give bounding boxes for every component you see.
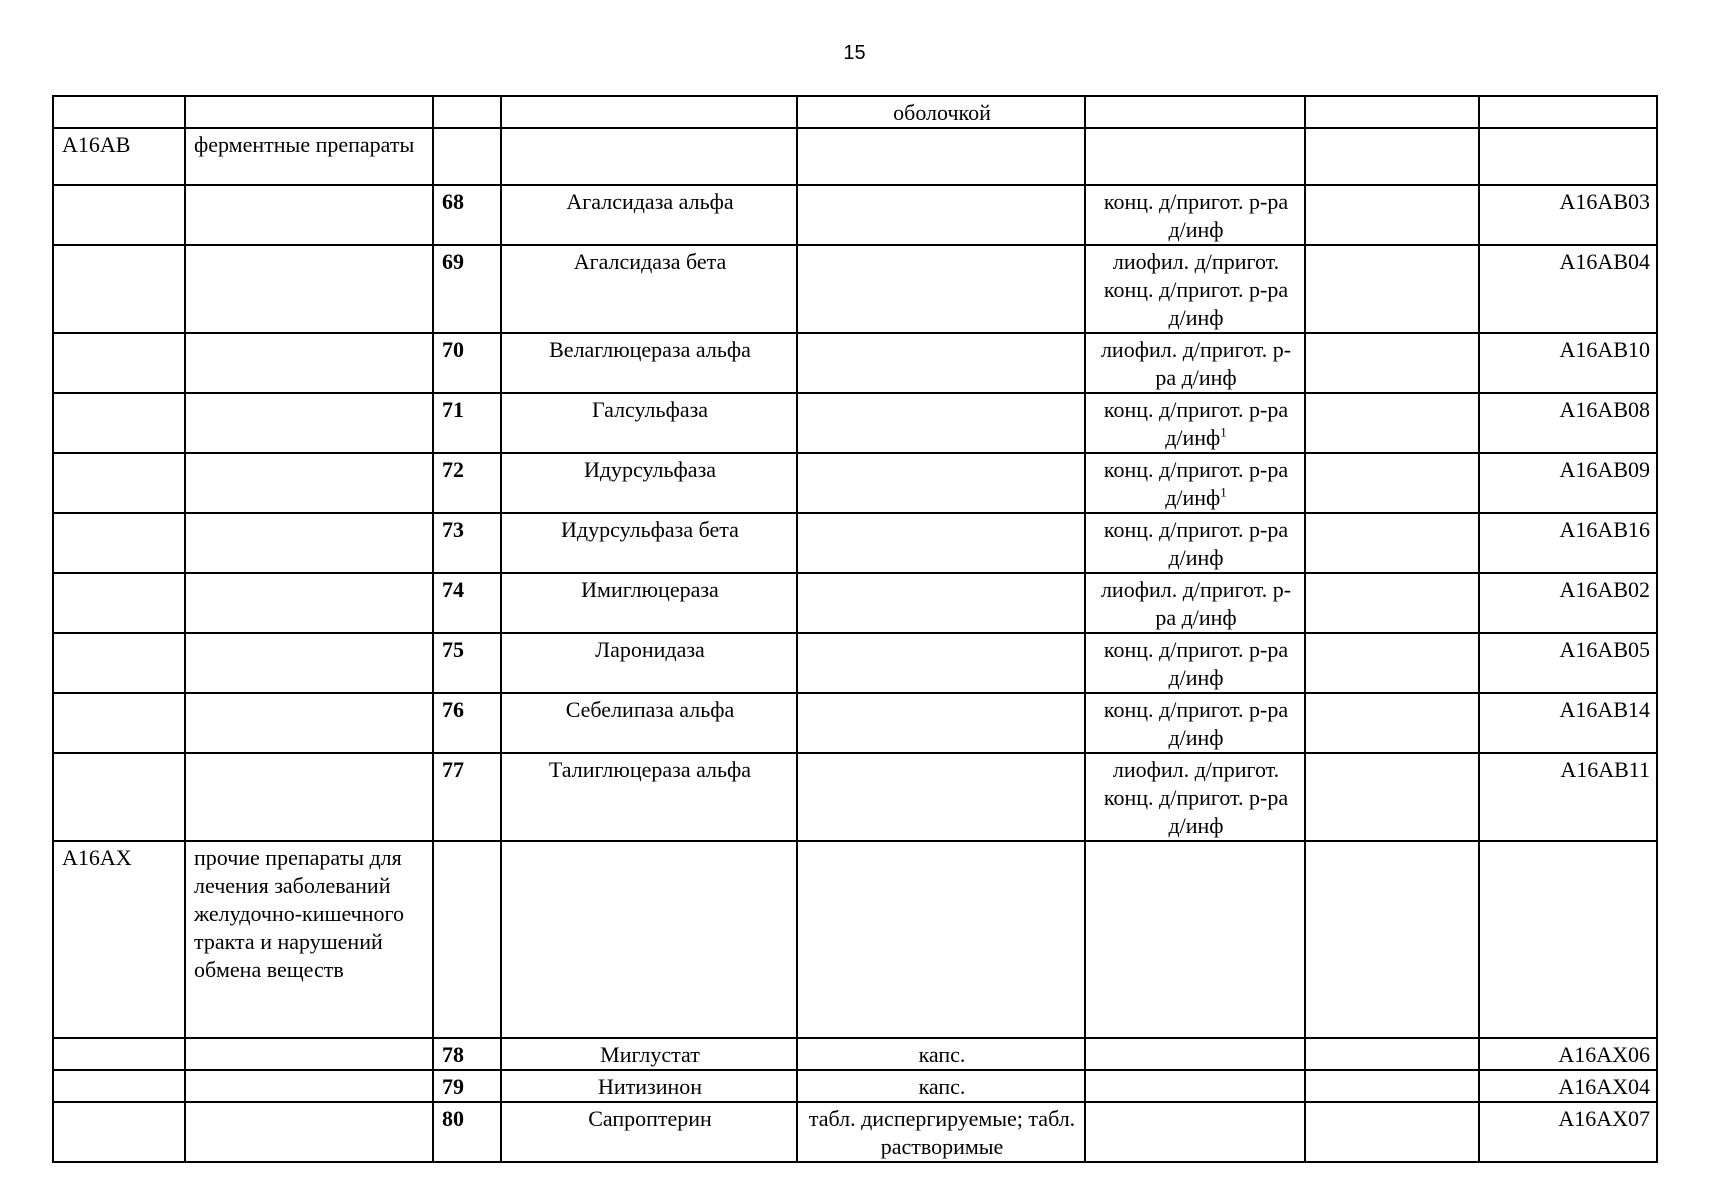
group-row xyxy=(53,841,1657,1038)
drug-name: Идурсульфаза бета xyxy=(501,513,797,573)
dosage-form-2: лиофил. д/пригот. конц. д/пригот. р-ра д/инф xyxy=(1085,753,1305,841)
row-number: 74 xyxy=(433,573,501,633)
atc-code: A16AX06 xyxy=(1479,1038,1657,1070)
table-row xyxy=(53,1102,1657,1162)
dosage-form-2: лиофил. д/пригот. конц. д/пригот. р-ра д/инф xyxy=(1085,245,1305,333)
dosage-form xyxy=(797,633,1085,693)
atc-code: A16AB05 xyxy=(1479,633,1657,693)
table-row xyxy=(53,185,1657,245)
row-number: 78 xyxy=(433,1038,501,1070)
atc-code: A16AX07 xyxy=(1479,1102,1657,1162)
table-row xyxy=(53,1038,1657,1070)
row-number: 75 xyxy=(433,633,501,693)
drug-name: Сапроптерин xyxy=(501,1102,797,1162)
drug-name: Нитизинон xyxy=(501,1070,797,1102)
table-row xyxy=(53,96,1657,128)
group-row xyxy=(53,128,1657,185)
table-row xyxy=(53,513,1657,573)
group-code: A16AB xyxy=(53,128,185,185)
dosage-form xyxy=(797,513,1085,573)
dosage-form: капс. xyxy=(797,1038,1085,1070)
drug-name: Агалсидаза альфа xyxy=(501,185,797,245)
drug-name: Миглустат xyxy=(501,1038,797,1070)
atc-code: A16AB14 xyxy=(1479,693,1657,753)
group-name: ферментные препараты xyxy=(185,128,433,185)
table-row xyxy=(53,245,1657,333)
drug-name: Велаглюцераза альфа xyxy=(501,333,797,393)
row-number: 69 xyxy=(433,245,501,333)
dosage-form-2: лиофил. д/пригот. р-ра д/инф xyxy=(1085,573,1305,633)
table-row xyxy=(53,333,1657,393)
atc-code: A16AB04 xyxy=(1479,245,1657,333)
dosage-form-2 xyxy=(1085,1070,1305,1102)
row-number: 73 xyxy=(433,513,501,573)
row-number: 79 xyxy=(433,1070,501,1102)
dosage-form: капс. xyxy=(797,1070,1085,1102)
dosage-form-2 xyxy=(1085,393,1305,453)
dosage-form xyxy=(797,245,1085,333)
dosage-form-2: конц. д/пригот. р-ра д/инф xyxy=(1085,633,1305,693)
page-number: 15 xyxy=(843,42,866,64)
table-row xyxy=(53,753,1657,841)
dosage-form xyxy=(797,393,1085,453)
row-number: 72 xyxy=(433,453,501,513)
table-row xyxy=(53,573,1657,633)
dosage-form xyxy=(797,573,1085,633)
dosage-form-2: конц. д/пригот. р-ра д/инф xyxy=(1085,693,1305,753)
group-name: прочие препараты для лечения заболеваний желудочно-кишечного тракта и нарушений обмена веществ xyxy=(185,841,433,1038)
form-cell: оболочкой xyxy=(797,96,1085,128)
row-number: 68 xyxy=(433,185,501,245)
dosage-form-text: конц. д/пригот. р-ра д/инф xyxy=(1103,397,1289,450)
dosage-form xyxy=(797,453,1085,513)
dosage-form xyxy=(797,333,1085,393)
dosage-form-2: лиофил. д/пригот. р-ра д/инф xyxy=(1085,333,1305,393)
drug-name: Ларонидаза xyxy=(501,633,797,693)
footnote-marker: 1 xyxy=(1220,424,1227,440)
drug-name: Агалсидаза бета xyxy=(501,245,797,333)
dosage-form-text: конц. д/пригот. р-ра д/инф xyxy=(1103,457,1289,510)
dosage-form: табл. диспергируемые; табл. растворимые xyxy=(797,1102,1085,1162)
dosage-form-2 xyxy=(1085,1038,1305,1070)
atc-code: A16AB16 xyxy=(1479,513,1657,573)
dosage-form xyxy=(797,693,1085,753)
drug-name: Имиглюцераза xyxy=(501,573,797,633)
atc-code: A16AB02 xyxy=(1479,573,1657,633)
drug-table xyxy=(52,95,1658,1163)
drug-name: Талиглюцераза альфа xyxy=(501,753,797,841)
group-code: A16AX xyxy=(53,841,185,1038)
drug-name: Галсульфаза xyxy=(501,393,797,453)
row-number: 70 xyxy=(433,333,501,393)
drug-name: Себелипаза альфа xyxy=(501,693,797,753)
footnote-marker: 1 xyxy=(1220,484,1227,500)
row-number: 76 xyxy=(433,693,501,753)
row-number: 71 xyxy=(433,393,501,453)
dosage-form-2 xyxy=(1085,1102,1305,1162)
atc-code: A16AB09 xyxy=(1479,453,1657,513)
atc-code: A16AB08 xyxy=(1479,393,1657,453)
dosage-form-2: конц. д/пригот. р-ра д/инф xyxy=(1085,513,1305,573)
table-row xyxy=(53,1070,1657,1102)
table-row xyxy=(53,693,1657,753)
dosage-form-2 xyxy=(1085,453,1305,513)
row-number: 77 xyxy=(433,753,501,841)
drug-name: Идурсульфаза xyxy=(501,453,797,513)
atc-code: A16AB10 xyxy=(1479,333,1657,393)
dosage-form xyxy=(797,185,1085,245)
dosage-form-2: конц. д/пригот. р-ра д/инф xyxy=(1085,185,1305,245)
dosage-form xyxy=(797,753,1085,841)
table-row xyxy=(53,393,1657,453)
table-row xyxy=(53,453,1657,513)
atc-code: A16AB11 xyxy=(1479,753,1657,841)
table-row xyxy=(53,633,1657,693)
row-number: 80 xyxy=(433,1102,501,1162)
atc-code: A16AB03 xyxy=(1479,185,1657,245)
atc-code: A16AX04 xyxy=(1479,1070,1657,1102)
